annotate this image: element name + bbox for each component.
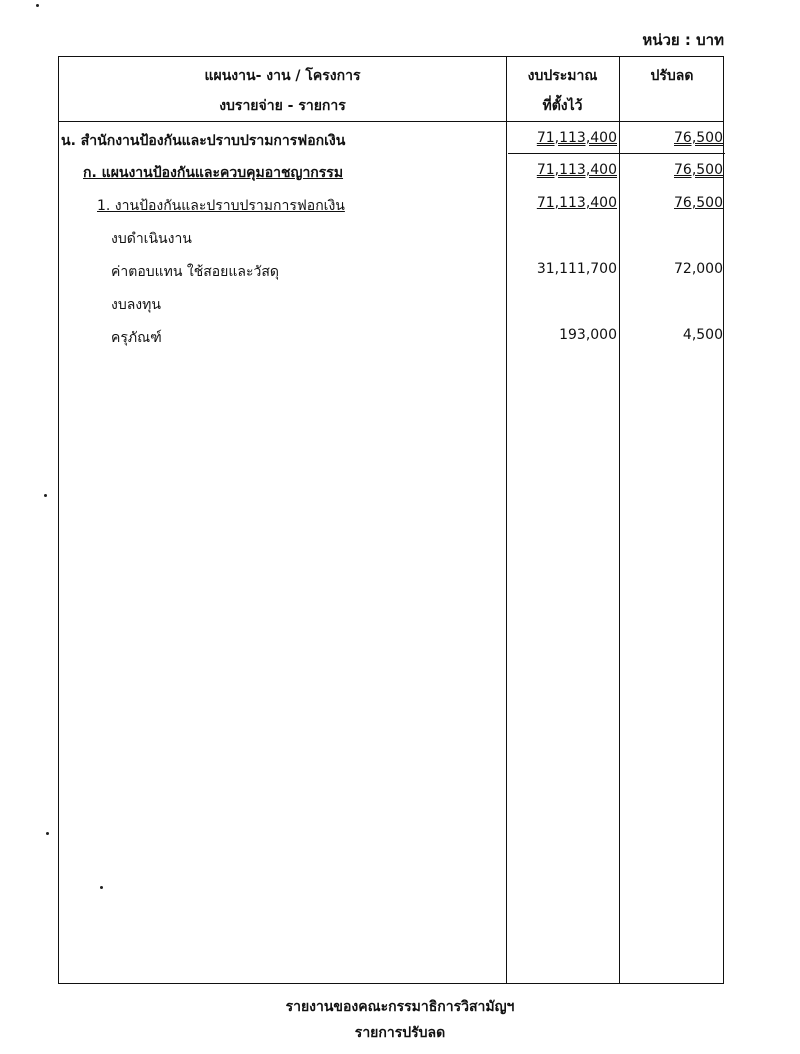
row-label: 1. งานป้องกันและปราบปรามการฟอกเงิน	[97, 198, 345, 214]
table-row	[59, 327, 725, 349]
row-budget: 71,113,400	[536, 195, 617, 211]
table-row	[59, 162, 725, 184]
header-plan-project: แผนงาน- งาน / โครงการ	[204, 68, 361, 84]
table-row	[59, 130, 725, 152]
agency-name: น. สำนักงานป้องกันและปราบปรามการฟอกเงิน	[61, 133, 346, 149]
row-budget: 71,113,400	[536, 130, 617, 146]
header-divider	[59, 121, 723, 122]
table-row	[59, 228, 725, 250]
table-row	[59, 195, 725, 217]
scan-speck	[36, 4, 39, 7]
row-reduction: 76,500	[674, 162, 723, 178]
header-budget: งบประมาณ	[527, 68, 598, 84]
scan-speck	[100, 886, 103, 889]
row-label: ครุภัณฑ์	[111, 330, 162, 346]
budget-table	[58, 56, 724, 984]
row-reduction: 76,500	[674, 195, 723, 211]
row-label: ค่าตอบแทน ใช้สอยและวัสดุ	[111, 264, 279, 280]
row-budget: 31,111,700	[536, 261, 617, 277]
row-label: งบลงทุน	[111, 297, 161, 313]
row-budget: 71,113,400	[536, 162, 617, 178]
table-row	[59, 261, 725, 283]
row-label: งบดำเนินงาน	[111, 231, 192, 247]
scan-speck	[44, 494, 47, 497]
row-separator	[508, 153, 725, 154]
header-reduction: ปรับลด	[650, 68, 694, 84]
header-budget-set: ที่ตั้งไว้	[542, 98, 583, 114]
row-reduction: 76,500	[674, 130, 723, 146]
scan-speck	[46, 832, 49, 835]
row-label	[61, 130, 345, 152]
header-expense-item: งบรายจ่าย - รายการ	[219, 98, 346, 114]
unit-label: หน่วย : บาท	[642, 31, 724, 49]
table-row	[59, 294, 725, 316]
row-budget: 193,000	[559, 327, 617, 343]
row-reduction: 72,000	[674, 261, 723, 277]
footer-reduction-list: รายการปรับลด	[354, 1025, 446, 1041]
footer-committee-report: รายงานของคณะกรรมาธิการวิสามัญฯ	[285, 999, 515, 1015]
row-label: ก. แผนงานป้องกันและควบคุมอาชญากรรม	[83, 165, 344, 181]
row-reduction: 4,500	[682, 327, 723, 343]
